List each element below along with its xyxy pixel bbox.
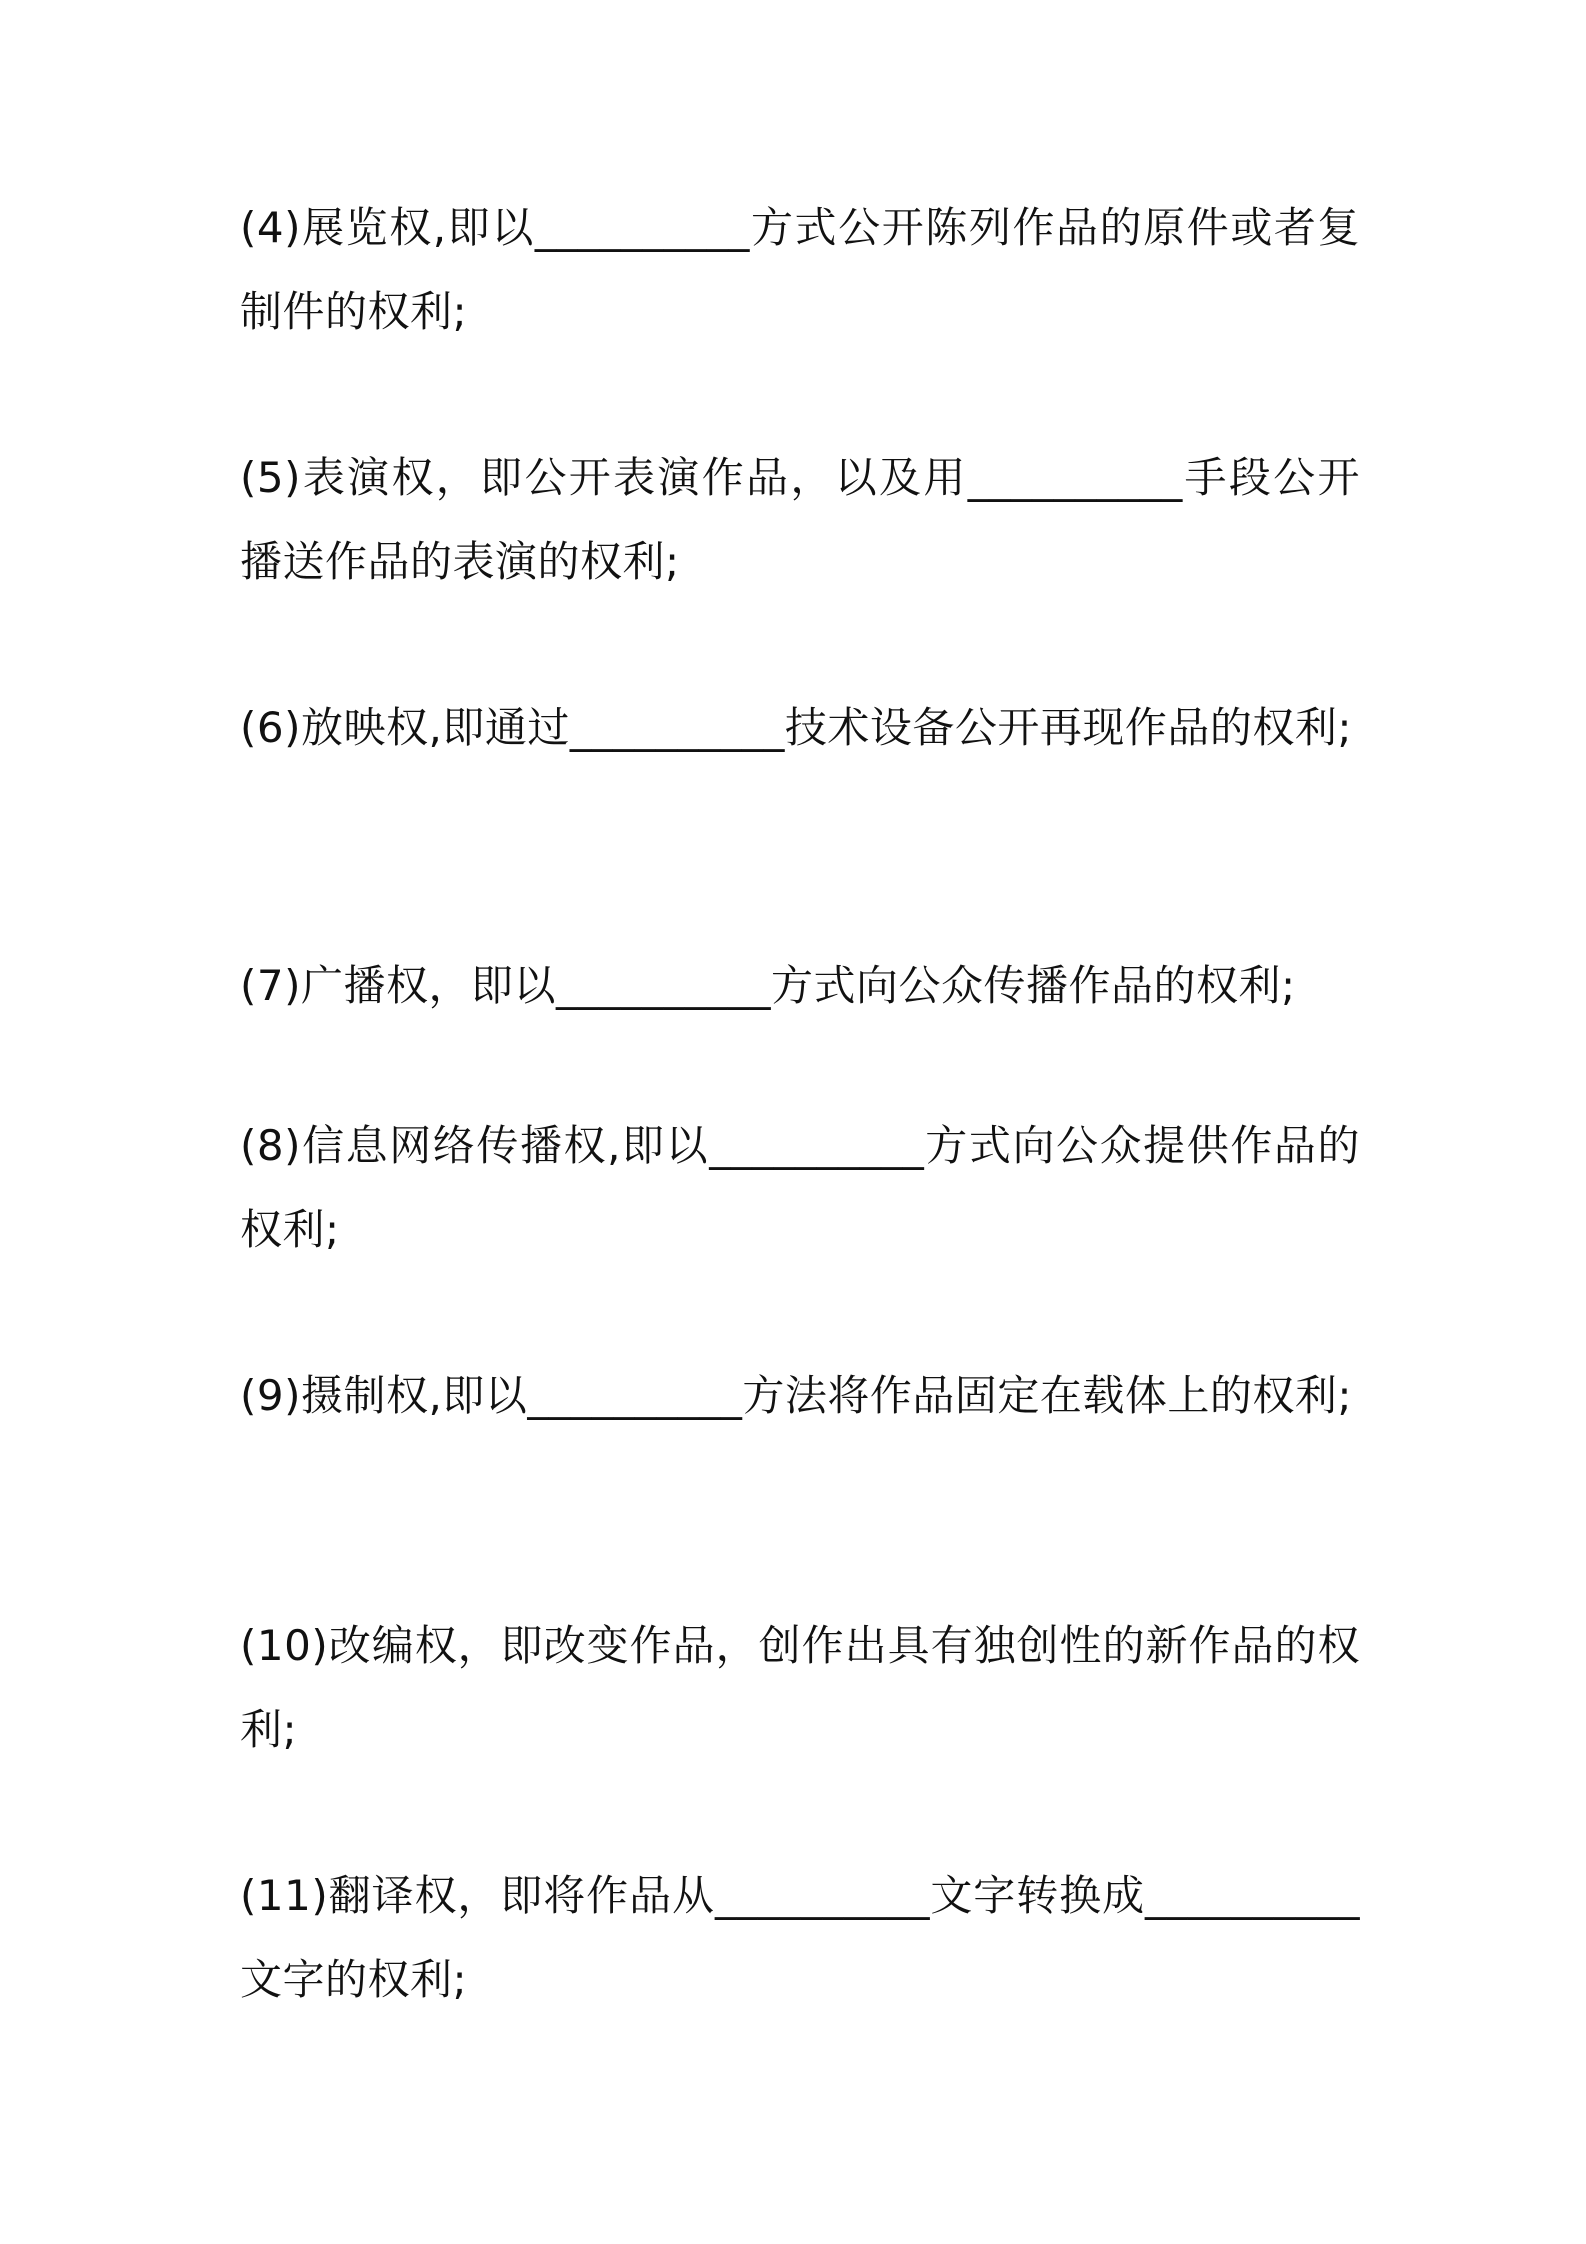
clause-translation-right: (11)翻译权，即将作品从__________文字转换成__________文字的权利; [240,1871,1360,2004]
clause-filming-right: (9)摄制权,即以__________方法将作品固定在载体上的权利; [240,1371,1352,1420]
clause-performance-right: (5)表演权，即公开表演作品，以及用__________手段公开播送作品的表演的权利; [240,453,1360,586]
clause-adaptation-right: (10)改编权，即改变作品，创作出具有独创性的新作品的权利; [240,1621,1360,1754]
clause-network-communication-right: (8)信息网络传播权,即以__________方式向公众提供作品的权利; [240,1121,1360,1254]
clause-broadcasting-right: (7)广播权，即以__________方式向公众传播作品的权利; [240,961,1296,1010]
clause-exhibition-right: (4)展览权,即以__________方式公开陈列作品的原件或者复制件的权利; [240,203,1360,336]
clause-screening-right: (6)放映权,即通过__________技术设备公开再现作品的权利; [240,703,1352,752]
